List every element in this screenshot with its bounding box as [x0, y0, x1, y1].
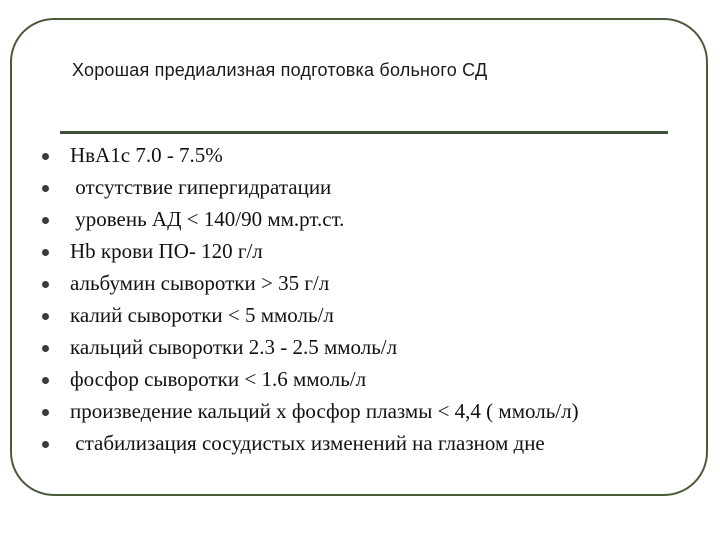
list-item [42, 272, 662, 295]
list-item [42, 336, 662, 359]
bullet-icon [42, 249, 49, 256]
bullet-icon [42, 409, 49, 416]
list-item [42, 304, 662, 327]
bullet-icon [42, 313, 49, 320]
bullet-list [42, 144, 662, 464]
list-item-text: НвА1с 7.0 - 7.5% [70, 143, 223, 167]
list-item [42, 368, 662, 391]
slide-title: Хорошая предиализная подготовка больного СД [72, 60, 488, 80]
list-item [42, 432, 662, 455]
bullet-icon [42, 345, 49, 352]
list-item-text: уровень АД < 140/90 мм.рт.ст. [70, 207, 345, 231]
list-item-text: отсутствие гипергидратации [70, 175, 332, 199]
list-item [42, 208, 662, 231]
list-item [42, 400, 662, 423]
list-item [42, 240, 662, 263]
list-item-text: произведение кальций х фосфор плазмы < 4,4 ( ммоль/л) [70, 399, 579, 423]
list-item [42, 176, 662, 199]
bullet-icon [42, 281, 49, 288]
list-item-text: кальций сыворотки 2.3 - 2.5 ммоль/л [70, 335, 398, 359]
list-item [42, 144, 662, 167]
bullet-icon [42, 185, 49, 192]
list-item-text: калий сыворотки < 5 ммоль/л [70, 303, 334, 327]
bullet-icon [42, 153, 49, 160]
bullet-icon [42, 441, 49, 448]
bullet-icon [42, 217, 49, 224]
list-item-text: стабилизация сосудистых изменений на глазном дне [70, 431, 545, 455]
bullet-icon [42, 377, 49, 384]
list-item-text: фосфор сыворотки < 1.6 ммоль/л [70, 367, 367, 391]
list-item-text: альбумин сыворотки > 35 г/л [70, 271, 330, 295]
title-divider [60, 131, 668, 134]
list-item-text: Hb крови ПО- 120 г/л [70, 239, 263, 263]
